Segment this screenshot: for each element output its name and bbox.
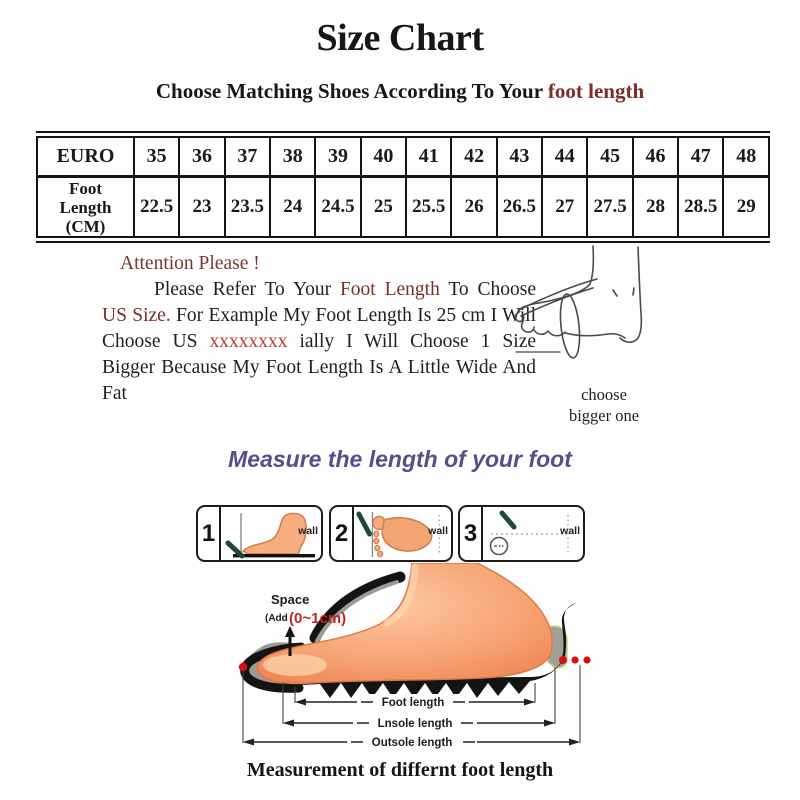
ankle-dashes [613,288,634,296]
attention-note [102,251,536,407]
euro-size-cell: 48 [723,137,769,177]
shoe-measurement-diagram [225,563,595,763]
foot-length-cell: 29 [723,177,769,238]
euro-size-cell: 35 [134,137,179,177]
foot-length-row [37,177,769,238]
euro-size-cell: 45 [587,137,632,177]
bottom-caption: Measurement of differnt foot length [246,759,554,781]
subtitle [0,79,800,104]
foot-length-label: Foot length [381,697,445,709]
footprint-sole-shape [382,518,432,551]
euro-header-cell: EURO [37,137,134,177]
step-1-illustration [221,507,321,560]
foot-length-highlight: Foot Length [339,279,440,300]
foot-length-cell: 23 [179,177,224,238]
step-panel-2 [329,505,453,562]
foot-length-cell: 22.5 [134,177,179,238]
heel-line [620,247,641,342]
marker-dot [571,656,578,663]
wall-label: wall [298,525,318,537]
euro-size-cell: 43 [497,137,542,177]
add-prefix: (Add [265,613,288,624]
euro-size-row [37,137,769,177]
subtitle-foot-length-text: foot length [547,79,645,103]
subtitle-black-text: Choose Matching Shoes According To Your [155,79,548,103]
insole-length-label: Lnsole length [377,718,453,730]
euro-size-cell: 44 [542,137,587,177]
euro-size-cell: 41 [406,137,451,177]
step-number: 3 [460,507,483,560]
step-number: 2 [331,507,354,560]
size-table-wrapper [36,131,770,243]
euro-size-cell: 40 [361,137,406,177]
marker-dot [559,656,567,664]
step-2-illustration [354,507,451,560]
marker-dot [583,656,590,663]
pencil-icon [359,514,370,534]
marker-dot [239,663,247,671]
redacted-size-text: xxxxxxxx [209,331,288,352]
foot-length-header-cell: Foot Length (CM) [37,177,134,238]
sketch-caption: choose bigger one [568,385,640,425]
euro-size-cell: 38 [270,137,315,177]
euro-size-cell: 46 [633,137,678,177]
foot-length-cell: 26.5 [497,177,542,238]
add-value: (0~1cm) [289,610,347,627]
tape-loop [558,293,583,359]
step-number: 1 [198,507,221,560]
foot-side-shape [243,514,306,555]
foot-length-cell: 27.5 [587,177,632,238]
space-label: Space [271,592,310,607]
step-panel-1 [196,505,323,562]
foot-length-cell: 25.5 [406,177,451,238]
foot-length-cell: 25 [361,177,406,238]
tape-strap-top [523,279,597,308]
us-size-highlight: US Size. [102,305,171,326]
wall-label: wall [560,525,580,537]
toe-bottom [522,322,534,332]
euro-size-cell: 47 [678,137,723,177]
sole-line [565,333,625,338]
toe-bumps [534,330,565,336]
size-table [36,136,770,238]
step-panel-3 [458,505,585,562]
euro-size-cell: 39 [315,137,360,177]
outsole-length-label: Outsole length [371,737,453,749]
foot-length-cell: 24.5 [315,177,360,238]
euro-size-cell: 37 [225,137,270,177]
foot-length-cell: 28.5 [678,177,723,238]
measure-heading: Measure the length of your foot [228,446,572,472]
page-title: Size Chart [316,17,484,59]
foot-length-cell: 23.5 [225,177,270,238]
foot-tape-sketch [513,238,673,373]
foot-length-cell: 24 [270,177,315,238]
step-3-illustration [483,507,583,560]
toe-curl [515,312,523,322]
foot-length-cell: 28 [633,177,678,238]
euro-size-cell: 36 [179,137,224,177]
foot-highlight [263,654,327,676]
foot-length-cell: 27 [542,177,587,238]
attention-heading: Attention Please ! [120,253,260,274]
leg-front-line [519,246,593,312]
euro-size-cell: 42 [451,137,496,177]
attention-paragraph: Please Refer To Your Foot Length To Choose US Size. For Example My Foot Length Is 25 cm I Will Choose US xxxxxxxx ially I Will Choose 1 Size Bigger Because My Foot Length Is A Little Wide And Fat [102,279,537,404]
foot-length-cell: 26 [451,177,496,238]
wall-label: wall [428,525,448,537]
pencil-icon [502,513,514,527]
